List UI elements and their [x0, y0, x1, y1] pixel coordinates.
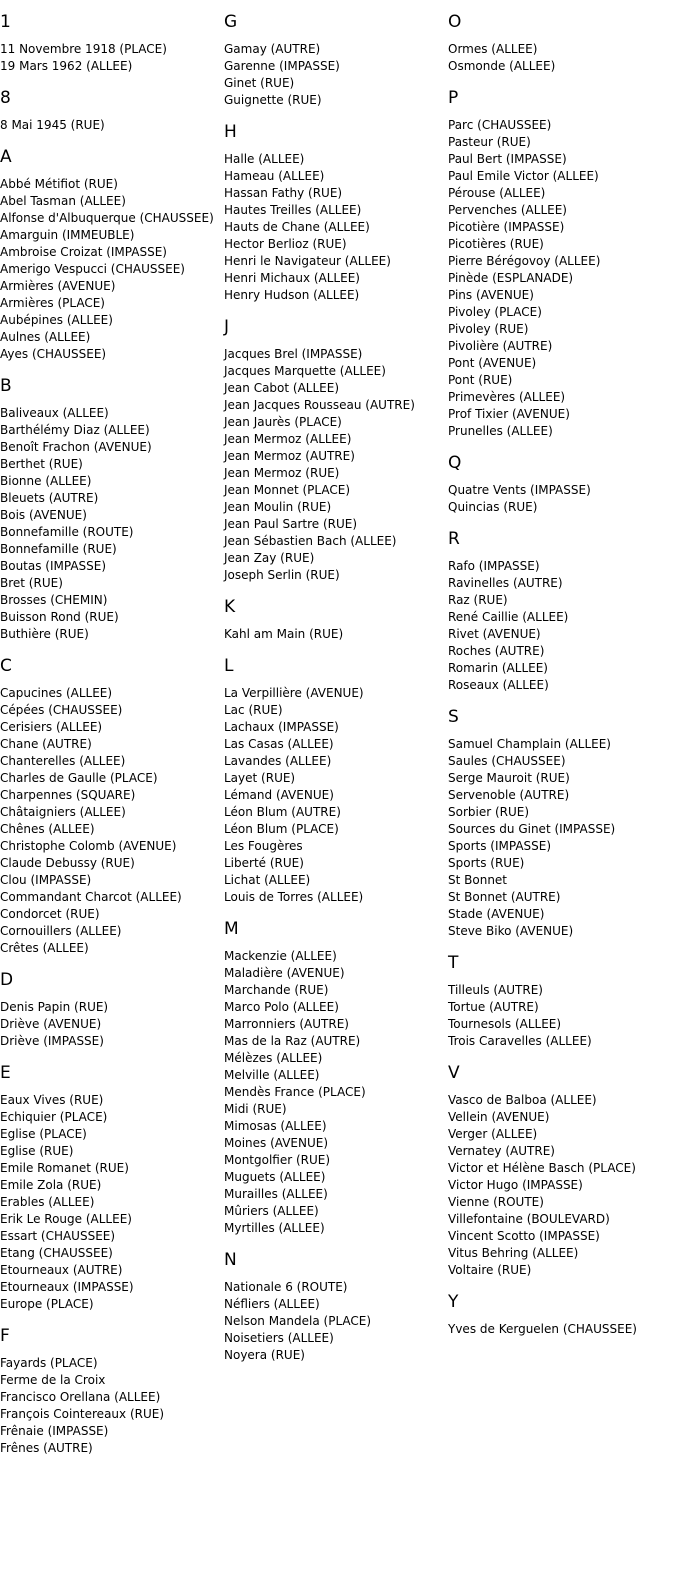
letter-section: [448, 529, 672, 694]
street-name: Eglise (RUE): [0, 1144, 74, 1158]
street-name: Hassan Fathy (RUE): [224, 186, 343, 200]
street-name: Steve Biko (AVENUE): [448, 924, 574, 938]
street-name: Ambroise Croizat (IMPASSE): [0, 245, 167, 259]
street-name: Vellein (AVENUE): [448, 1110, 550, 1124]
street-name: Crêtes (ALLEE): [0, 941, 89, 955]
street-name: Jean Mermoz (RUE): [224, 466, 340, 480]
street-name: Henri Michaux (ALLEE): [224, 271, 360, 285]
street-name: Jean Mermoz (ALLEE): [224, 432, 352, 446]
letter-section: [224, 122, 448, 304]
street-name: Barthélémy Diaz (ALLEE): [0, 423, 150, 437]
street-name: 11 Novembre 1918 (PLACE): [0, 42, 167, 56]
street-name: Stade (AVENUE): [448, 907, 545, 921]
street-name: Picotière (IMPASSE): [448, 220, 565, 234]
street-name: Marchande (RUE): [224, 983, 329, 997]
street-name: Marco Polo (ALLEE): [224, 1000, 339, 1014]
street-name: Osmonde (ALLEE): [448, 59, 556, 73]
street-name: Pinède (ESPLANADE): [448, 271, 574, 285]
street-list: [448, 41, 672, 75]
street-name: Samuel Champlain (ALLEE): [448, 737, 611, 751]
street-name: Etourneaux (AUTRE): [0, 1263, 123, 1277]
street-name: Jean Jaurès (PLACE): [224, 415, 342, 429]
letter-section: [0, 376, 224, 643]
street-name: Frênaie (IMPASSE): [0, 1424, 109, 1438]
street-list: [224, 626, 448, 643]
street-name: Bret (RUE): [0, 576, 63, 590]
street-name: Myrtilles (ALLEE): [224, 1221, 325, 1235]
section-letter-heading: M: [224, 919, 239, 939]
street-name: Jacques Marquette (ALLEE): [224, 364, 386, 378]
street-name: Hauts de Chane (ALLEE): [224, 220, 370, 234]
section-letter-heading: Q: [448, 453, 462, 473]
street-name: Bionne (ALLEE): [0, 474, 92, 488]
street-name: Alfonse d'Albuquerque (CHAUSSEE): [0, 211, 214, 225]
street-list: [0, 1355, 224, 1457]
street-name: Prof Tixier (AVENUE): [448, 407, 570, 421]
street-name: Néfliers (ALLEE): [224, 1297, 320, 1311]
section-letter-heading: L: [224, 656, 234, 676]
letter-section: [448, 12, 672, 75]
street-name: Bois (AVENUE): [0, 508, 87, 522]
street-name: Murailles (ALLEE): [224, 1187, 328, 1201]
street-name: Claude Debussy (RUE): [0, 856, 135, 870]
section-letter-heading: R: [448, 529, 460, 549]
street-name: Roseaux (ALLEE): [448, 678, 549, 692]
letter-section: [448, 88, 672, 440]
street-name: Romarin (ALLEE): [448, 661, 548, 675]
street-name: Serge Mauroit (RUE): [448, 771, 570, 785]
street-list: [0, 117, 224, 134]
street-name: Paul Emile Victor (ALLEE): [448, 169, 599, 183]
street-name: Garenne (IMPASSE): [224, 59, 340, 73]
street-name: Henri le Navigateur (ALLEE): [224, 254, 391, 268]
street-list: [0, 41, 224, 75]
street-list: [0, 999, 224, 1050]
street-name: Voltaire (RUE): [448, 1263, 532, 1277]
street-name: Maladière (AVENUE): [224, 966, 345, 980]
street-name: Picotières (RUE): [448, 237, 544, 251]
street-list: [448, 117, 672, 440]
index-column-2: [224, 0, 448, 1364]
street-name: Vernatey (AUTRE): [448, 1144, 555, 1158]
street-name: Drièvе (IMPASSE): [0, 1034, 104, 1048]
letter-section: [0, 970, 224, 1050]
letter-section: [448, 953, 672, 1050]
street-name: Jean Moulin (RUE): [224, 500, 332, 514]
street-name: Victor Hugo (IMPASSE): [448, 1178, 583, 1192]
street-name: Ferme de la Croix: [0, 1373, 106, 1387]
street-name: Lac (RUE): [224, 703, 283, 717]
street-name: Nelson Mandela (PLACE): [224, 1314, 372, 1328]
street-name: Gamay (AUTRE): [224, 42, 321, 56]
section-letter-heading: P: [448, 88, 459, 108]
street-name: Chanterelles (ALLEE): [0, 754, 126, 768]
street-name: Jean Jacques Rousseau (AUTRE): [224, 398, 415, 412]
street-name: Hector Berlioz (RUE): [224, 237, 347, 251]
street-list: [448, 1092, 672, 1279]
section-letter-heading: Y: [448, 1292, 459, 1312]
street-name: Condorcet (RUE): [0, 907, 100, 921]
street-name: 19 Mars 1962 (ALLEE): [0, 59, 133, 73]
street-name: Vienne (ROUTE): [448, 1195, 544, 1209]
street-name: 8 Mai 1945 (RUE): [0, 118, 105, 132]
street-name: Lachaux (IMPASSE): [224, 720, 339, 734]
letter-section: [224, 597, 448, 643]
section-letter-heading: D: [0, 970, 14, 990]
street-name: Baliveaux (ALLEE): [0, 406, 109, 420]
street-name: Pont (AVENUE): [448, 356, 537, 370]
street-list: [0, 1092, 224, 1313]
street-name: Jean Sébastien Bach (ALLEE): [224, 534, 397, 548]
street-name: St Bonnet (AUTRE): [448, 890, 561, 904]
street-name: Vincent Scotto (IMPASSE): [448, 1229, 600, 1243]
street-name: Abel Tasman (ALLEE): [0, 194, 126, 208]
street-list: [224, 1279, 448, 1364]
street-name: Joseph Serlin (RUE): [224, 568, 340, 582]
letter-section: [448, 453, 672, 516]
street-name: Emile Romanet (RUE): [0, 1161, 129, 1175]
street-name: Eglise (PLACE): [0, 1127, 87, 1141]
street-name: Sports (IMPASSE): [448, 839, 552, 853]
street-name: Erik Le Rouge (ALLEE): [0, 1212, 132, 1226]
street-name: Lémand (AVENUE): [224, 788, 334, 802]
street-name: Berthet (RUE): [0, 457, 83, 471]
street-name: Amerigo Vespucci (CHAUSSEE): [0, 262, 185, 276]
letter-section: [448, 1063, 672, 1279]
street-name: Jean Cabot (ALLEE): [224, 381, 340, 395]
street-name: Tournesols (ALLEE): [448, 1017, 562, 1031]
street-list: [448, 482, 672, 516]
street-name: Europe (PLACE): [0, 1297, 94, 1311]
street-name: Ormes (ALLEE): [448, 42, 538, 56]
street-name: Tilleuls (AUTRE): [448, 983, 543, 997]
street-name: Bonnefamille (RUE): [0, 542, 117, 556]
street-name: Aulnes (ALLEE): [0, 330, 91, 344]
street-name: Yves de Kerguelen (CHAUSSEE): [448, 1322, 637, 1336]
street-name: Cépées (CHAUSSEE): [0, 703, 123, 717]
street-name: Léon Blum (PLACE): [224, 822, 339, 836]
letter-section: [224, 317, 448, 584]
street-name: Aubépines (ALLEE): [0, 313, 113, 327]
letter-section: [224, 12, 448, 109]
letter-section: [0, 147, 224, 363]
street-name: Sorbier (RUE): [448, 805, 530, 819]
street-list: [224, 41, 448, 109]
street-name: Armières (PLACE): [0, 296, 105, 310]
street-name: Emile Zola (RUE): [0, 1178, 102, 1192]
street-name: Guignette (RUE): [224, 93, 322, 107]
street-name: Clou (IMPASSE): [0, 873, 92, 887]
street-name: Amarguin (IMMEUBLE): [0, 228, 135, 242]
street-name: Jean Monnet (PLACE): [224, 483, 351, 497]
street-name: Ravinelles (AUTRE): [448, 576, 563, 590]
street-list: [448, 982, 672, 1050]
street-name: Muguets (ALLEE): [224, 1170, 326, 1184]
street-name: Bonnefamille (ROUTE): [0, 525, 134, 539]
letter-section: [224, 919, 448, 1237]
street-name: Léon Blum (AUTRE): [224, 805, 341, 819]
street-name: Mas de la Raz (AUTRE): [224, 1034, 361, 1048]
street-name: Noyera (RUE): [224, 1348, 305, 1362]
index-column-3: [448, 0, 672, 1338]
street-name: Denis Papin (RUE): [0, 1000, 109, 1014]
section-letter-heading: K: [224, 597, 236, 617]
street-name: François Cointereaux (RUE): [0, 1407, 165, 1421]
street-name: Hautes Treilles (ALLEE): [224, 203, 362, 217]
street-name: Quatre Vents (IMPASSE): [448, 483, 591, 497]
street-name: Buisson Rond (RUE): [0, 610, 119, 624]
street-list: [448, 736, 672, 940]
street-name: Mûriers (ALLEE): [224, 1204, 319, 1218]
street-name: Henry Hudson (ALLEE): [224, 288, 360, 302]
street-name: Francisco Orellana (ALLEE): [0, 1390, 161, 1404]
street-name: St Bonnet: [448, 873, 508, 887]
section-letter-heading: T: [448, 953, 459, 973]
street-name: Cornouillers (ALLEE): [0, 924, 122, 938]
street-name: Mackenzie (ALLEE): [224, 949, 337, 963]
street-name: Drièvе (AVENUE): [0, 1017, 102, 1031]
street-name: Capucines (ALLEE): [0, 686, 113, 700]
street-name: Vitus Behring (ALLEE): [448, 1246, 579, 1260]
street-name: Eaux Vives (RUE): [0, 1093, 104, 1107]
street-name: Abbé Métifiot (RUE): [0, 177, 118, 191]
street-name: Liberté (RUE): [224, 856, 304, 870]
street-name: Victor et Hélène Basch (PLACE): [448, 1161, 636, 1175]
street-name: Roches (AUTRE): [448, 644, 545, 658]
street-name: Primevères (ALLEE): [448, 390, 566, 404]
street-list: [224, 151, 448, 304]
section-letter-heading: O: [448, 12, 462, 32]
street-name: Jacques Brel (IMPASSE): [224, 347, 363, 361]
section-letter-heading: S: [448, 707, 459, 727]
letter-section: [0, 656, 224, 957]
street-name: Pont (RUE): [448, 373, 513, 387]
letter-section: [448, 707, 672, 940]
street-name: Commandant Charcot (ALLEE): [0, 890, 182, 904]
street-name: Jean Zay (RUE): [224, 551, 315, 565]
street-name: Ginet (RUE): [224, 76, 295, 90]
street-name: Quincias (RUE): [448, 500, 538, 514]
street-name: Jean Mermoz (AUTRE): [224, 449, 355, 463]
street-name: Montgolfier (RUE): [224, 1153, 331, 1167]
street-name: Halle (ALLEE): [224, 152, 305, 166]
street-name: Hameau (ALLEE): [224, 169, 325, 183]
street-name: Les Fougères: [224, 839, 303, 853]
letter-section: [0, 1063, 224, 1313]
street-name: Mimosas (ALLEE): [224, 1119, 327, 1133]
street-name: Etourneaux (IMPASSE): [0, 1280, 134, 1294]
street-name: Rafo (IMPASSE): [448, 559, 540, 573]
letter-section: [448, 1292, 672, 1338]
street-name: Nationale 6 (ROUTE): [224, 1280, 348, 1294]
section-letter-heading: N: [224, 1250, 237, 1270]
street-list: [224, 346, 448, 584]
street-name: Charles de Gaulle (PLACE): [0, 771, 158, 785]
section-letter-heading: F: [0, 1326, 10, 1346]
index-column-1: [0, 0, 224, 1457]
street-name: Pivoley (PLACE): [448, 305, 542, 319]
street-name: Marronniers (AUTRE): [224, 1017, 349, 1031]
street-name: Trois Caravelles (ALLEE): [448, 1034, 592, 1048]
letter-section: [224, 656, 448, 906]
street-list: [0, 405, 224, 643]
street-name: Pins (AVENUE): [448, 288, 534, 302]
street-name: Moines (AVENUE): [224, 1136, 329, 1150]
street-name: Melville (ALLEE): [224, 1068, 320, 1082]
street-name: Parc (CHAUSSEE): [448, 118, 552, 132]
street-name: Las Casas (ALLEE): [224, 737, 334, 751]
street-name: Noisetiers (ALLEE): [224, 1331, 334, 1345]
letter-section: [0, 1326, 224, 1457]
street-name: Raz (RUE): [448, 593, 508, 607]
section-letter-heading: 8: [0, 88, 11, 108]
street-name: Sources du Ginet (IMPASSE): [448, 822, 616, 836]
street-name: Pasteur (RUE): [448, 135, 531, 149]
street-name: Villefontaine (BOULEVARD): [448, 1212, 610, 1226]
street-name: Kahl am Main (RUE): [224, 627, 344, 641]
section-letter-heading: 1: [0, 12, 11, 32]
street-name: Charpennes (SQUARE): [0, 788, 136, 802]
street-list: [0, 685, 224, 957]
street-name: Ayes (CHAUSSEE): [0, 347, 107, 361]
section-letter-heading: H: [224, 122, 237, 142]
street-name: Essart (CHAUSSEE): [0, 1229, 116, 1243]
street-name: La Verpillière (AVENUE): [224, 686, 364, 700]
street-name: Etang (CHAUSSEE): [0, 1246, 113, 1260]
section-letter-heading: V: [448, 1063, 460, 1083]
street-name: Rivet (AVENUE): [448, 627, 541, 641]
street-name: Frênes (AUTRE): [0, 1441, 93, 1455]
street-name: René Caillie (ALLEE): [448, 610, 569, 624]
street-name: Pivolière (AUTRE): [448, 339, 553, 353]
street-name: Echiquier (PLACE): [0, 1110, 108, 1124]
street-name: Vasco de Balboa (ALLEE): [448, 1093, 597, 1107]
street-list: [448, 1321, 672, 1338]
street-name: Buthière (RUE): [0, 627, 89, 641]
street-name: Mélèzes (ALLEE): [224, 1051, 323, 1065]
street-list: [224, 685, 448, 906]
street-name: Lichat (ALLEE): [224, 873, 311, 887]
street-name: Mendès France (PLACE): [224, 1085, 366, 1099]
street-name: Christophe Colomb (AVENUE): [0, 839, 177, 853]
street-name: Lavandes (ALLEE): [224, 754, 332, 768]
street-name: Chane (AUTRE): [0, 737, 92, 751]
street-name: Jean Paul Sartre (RUE): [224, 517, 358, 531]
street-name: Saules (CHAUSSEE): [448, 754, 566, 768]
street-name: Erables (ALLEE): [0, 1195, 95, 1209]
street-name: Pérouse (ALLEE): [448, 186, 546, 200]
street-name: Brosses (CHEMIN): [0, 593, 108, 607]
street-list: [0, 176, 224, 363]
street-name: Servenoble (AUTRE): [448, 788, 570, 802]
letter-section: [224, 1250, 448, 1364]
street-name: Pivoley (RUE): [448, 322, 529, 336]
street-list: [448, 558, 672, 694]
street-name: Louis de Torres (ALLEE): [224, 890, 364, 904]
street-name: Boutas (IMPASSE): [0, 559, 107, 573]
street-name: Bleuets (AUTRE): [0, 491, 99, 505]
letter-section: [0, 88, 224, 134]
section-letter-heading: B: [0, 376, 12, 396]
street-name: Fayards (PLACE): [0, 1356, 98, 1370]
street-list: [224, 948, 448, 1237]
section-letter-heading: J: [224, 317, 230, 337]
letter-section: [0, 12, 224, 75]
street-name: Pervenches (ALLEE): [448, 203, 567, 217]
street-name: Tortue (AUTRE): [448, 1000, 539, 1014]
street-name: Chênes (ALLEE): [0, 822, 95, 836]
street-name: Midi (RUE): [224, 1102, 287, 1116]
section-letter-heading: G: [224, 12, 238, 32]
section-letter-heading: A: [0, 147, 12, 167]
street-name: Pierre Bérégovoy (ALLEE): [448, 254, 601, 268]
section-letter-heading: C: [0, 656, 12, 676]
section-letter-heading: E: [0, 1063, 11, 1083]
street-name: Armières (AVENUE): [0, 279, 116, 293]
street-name: Cerisiers (ALLEE): [0, 720, 103, 734]
street-name: Layet (RUE): [224, 771, 296, 785]
street-name: Châtaigniers (ALLEE): [0, 805, 126, 819]
street-name: Verger (ALLEE): [448, 1127, 538, 1141]
street-name: Prunelles (ALLEE): [448, 424, 553, 438]
street-name: Benoît Frachon (AVENUE): [0, 440, 152, 454]
street-name: Sports (RUE): [448, 856, 525, 870]
street-name: Paul Bert (IMPASSE): [448, 152, 567, 166]
